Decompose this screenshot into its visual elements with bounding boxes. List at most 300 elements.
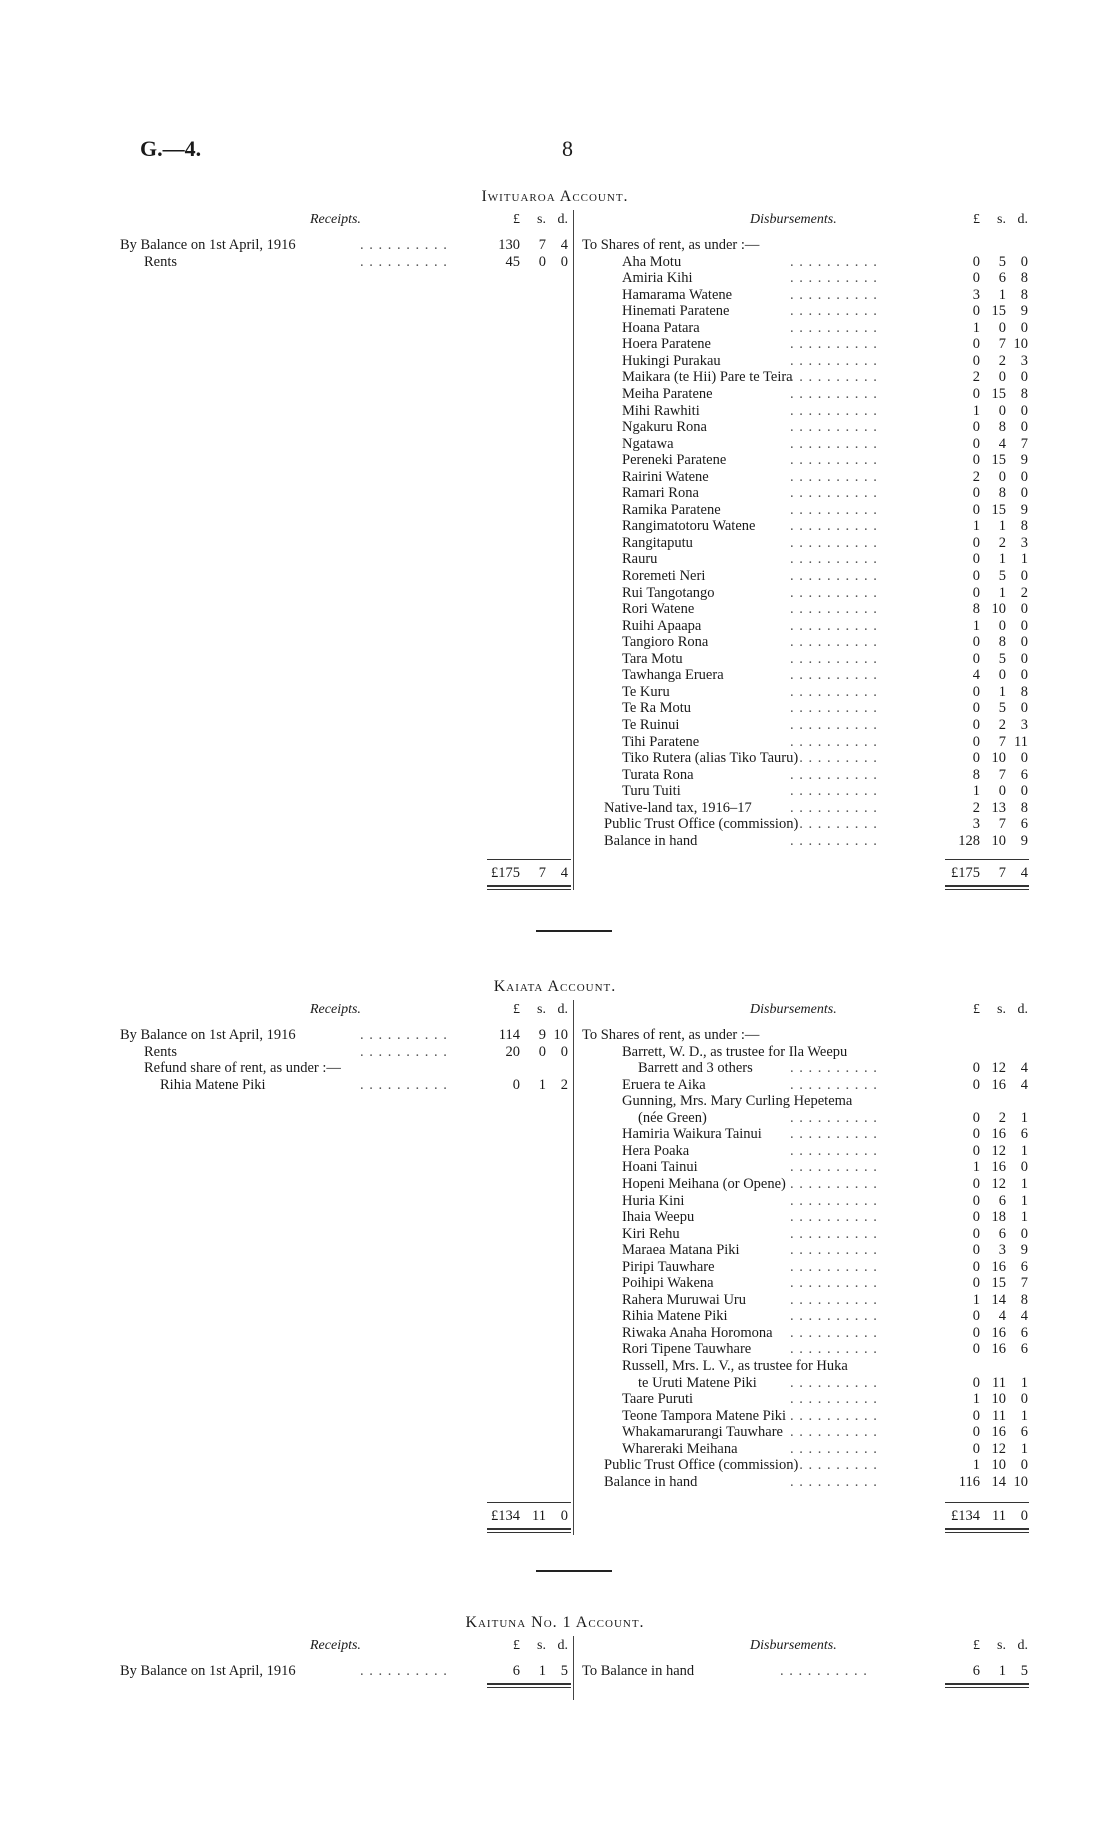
- currency-head-l: £: [513, 1638, 520, 1653]
- disbursement-amount: [950, 1176, 1028, 1193]
- amount-shillings: 10: [991, 1457, 1006, 1474]
- leader-dots: . . . . . . . . . .: [790, 303, 878, 320]
- amount-shillings: 15: [991, 1275, 1006, 1292]
- disbursement-amount: [950, 1408, 1028, 1425]
- amount-pounds: 0: [972, 485, 980, 502]
- disbursements-heading: Disbursements.: [750, 212, 837, 227]
- receipt-entry: Refund share of rent, as under :—: [144, 1060, 341, 1077]
- disbursements-currency-heads: [950, 212, 1028, 229]
- currency-head-d: d.: [1017, 1638, 1028, 1653]
- receipts-currency-heads: [490, 1002, 568, 1019]
- amount-pounds: 1: [972, 617, 980, 634]
- amount-shillings: 10: [991, 750, 1006, 767]
- receipts-total: [490, 1508, 568, 1525]
- amount-shillings: 16: [991, 1324, 1006, 1341]
- leader-dots: . . . . . . . . . .: [790, 551, 878, 568]
- disbursement-entry: To Shares of rent, as under :—: [582, 237, 760, 253]
- amount-shillings: 7: [998, 865, 1006, 881]
- amount-pence: 1: [1020, 1407, 1028, 1424]
- amount-pence: 8: [1020, 518, 1028, 535]
- account-title: Iwituaroa Account.: [481, 188, 629, 205]
- disbursement-amount: [950, 750, 1028, 767]
- receipts-heading: Receipts.: [310, 1002, 361, 1017]
- disbursement-amount: [950, 1110, 1028, 1127]
- disbursement-amount: [950, 783, 1028, 800]
- amount-pence: 0: [1020, 253, 1028, 270]
- disbursements-total: [950, 865, 1028, 882]
- disbursement-amount: [950, 1159, 1028, 1176]
- amount-shillings: 1: [998, 1663, 1006, 1679]
- disbursement-entry: Barrett, W. D., as trustee for Ila Weepu: [622, 1043, 848, 1060]
- disbursement-amount: [950, 287, 1028, 304]
- amount-pence: 0: [1020, 1457, 1028, 1474]
- amount-pounds: 0: [972, 750, 980, 767]
- disbursement-entry: Hinemati Paratene: [622, 303, 730, 320]
- disbursement-entry: Riwaka Anaha Horomona: [622, 1324, 773, 1341]
- leader-dots: . . . . . . . . . .: [790, 419, 878, 436]
- amount-pounds: 0: [972, 452, 980, 469]
- disbursement-amount: [950, 1143, 1028, 1160]
- disbursement-amount: [950, 1308, 1028, 1325]
- amount-pounds: 0: [972, 1109, 980, 1126]
- disbursement-entry: Rahera Muruwai Uru: [622, 1291, 747, 1308]
- amount-pounds: 1: [972, 1291, 980, 1308]
- amount-shillings: 2: [998, 1109, 1006, 1126]
- receipt-entry: Rihia Matene Piki: [160, 1076, 266, 1093]
- amount-pence: 0: [1020, 485, 1028, 502]
- amount-pounds: 0: [972, 1142, 980, 1159]
- leader-dots: . . . . . . . . . .: [790, 617, 878, 634]
- amount-shillings: 2: [998, 534, 1006, 551]
- amount-shillings: 1: [998, 518, 1006, 535]
- amount-pounds: 1: [972, 1159, 980, 1176]
- amount-pounds: 0: [972, 1225, 980, 1242]
- disbursement-entry: Rauru: [622, 551, 658, 568]
- amount-pounds: 0: [972, 435, 980, 452]
- leader-dots: . . . . . . . . . .: [360, 1043, 448, 1060]
- leader-dots: . . . . . . . . . .: [790, 1407, 878, 1424]
- leader-dots: . . . . . . . . . .: [790, 683, 878, 700]
- amount-pence: 3: [1020, 716, 1028, 733]
- amount-pence: 4: [560, 865, 568, 881]
- leader-dots: . . . . . . . . . .: [790, 1175, 878, 1192]
- leader-dots: . . . . . . . . . .: [360, 253, 448, 270]
- amount-shillings: 0: [538, 1043, 546, 1060]
- amount-shillings: 0: [538, 253, 546, 270]
- amount-shillings: 10: [991, 832, 1006, 849]
- disbursement-amount: [950, 1441, 1028, 1458]
- leader-dots: . . . . . . . . . .: [790, 1374, 878, 1391]
- amount-pounds: 0: [972, 1374, 980, 1391]
- currency-head-l: £: [973, 212, 980, 227]
- amount-pounds: 0: [972, 716, 980, 733]
- amount-pounds: 45: [505, 253, 520, 270]
- amount-pounds: 0: [972, 584, 980, 601]
- disbursement-entry: Amiria Kihi: [622, 270, 693, 287]
- disbursement-entry: Tara Motu: [622, 650, 683, 667]
- disbursement-amount: [950, 1077, 1028, 1094]
- disbursement-entry: Turu Tuiti: [622, 783, 681, 800]
- amount-pounds: 114: [498, 1027, 520, 1043]
- disbursement-amount: [950, 551, 1028, 568]
- currency-head-d: d.: [1017, 1002, 1028, 1017]
- leader-dots: . . . . . . . . . .: [790, 385, 878, 402]
- amount-pence: 2: [1020, 584, 1028, 601]
- leader-dots: . . . . . . . . . .: [790, 634, 878, 651]
- disbursement-entry: Te Ra Motu: [622, 700, 692, 717]
- disbursement-amount: [950, 1209, 1028, 1226]
- amount-pence: 3: [1020, 352, 1028, 369]
- amount-pence: 10: [553, 1027, 568, 1043]
- leader-dots: . . . . . . . . . .: [790, 700, 878, 717]
- leader-dots: . . . . . . . . . .: [790, 270, 878, 287]
- disbursement-entry: Te Ruinui: [622, 716, 680, 733]
- disbursements-heading: Disbursements.: [750, 1002, 837, 1017]
- leader-dots: . . . . . . . . . .: [790, 468, 878, 485]
- currency-head-l: £: [513, 212, 520, 227]
- disbursement-entry: Gunning, Mrs. Mary Curling Hepetema: [622, 1093, 853, 1110]
- disbursement-entry: Whakamarurangi Tauwhare: [622, 1424, 783, 1441]
- receipts-currency-heads: [490, 1638, 568, 1655]
- receipt-amount: [490, 1077, 568, 1094]
- amount-pounds: 1: [972, 319, 980, 336]
- leader-dots: . . . . . . . . . .: [790, 485, 878, 502]
- leader-dots: . . . . . . . . . .: [790, 1291, 878, 1308]
- amount-pounds: 0: [972, 534, 980, 551]
- disbursement-amount: [950, 254, 1028, 271]
- disbursement-amount: [950, 833, 1028, 850]
- leader-dots: . . . . . . . . . .: [790, 452, 878, 469]
- amount-pounds: 1: [972, 783, 980, 800]
- amount-pounds: 0: [972, 303, 980, 320]
- amount-pounds: 0: [972, 253, 980, 270]
- amount-pence: 0: [1020, 650, 1028, 667]
- amount-shillings: 10: [991, 601, 1006, 618]
- leader-dots: . . . . . . . . . .: [790, 750, 878, 767]
- receipt-amount: [490, 254, 568, 271]
- disbursements-total: [950, 1508, 1028, 1525]
- leader-dots: . . . . . . . . . .: [790, 253, 878, 270]
- disbursement-entry: Rui Tangotango: [622, 584, 715, 601]
- amount-pence: 0: [1020, 617, 1028, 634]
- amount-shillings: 12: [991, 1060, 1006, 1077]
- amount-shillings: 6: [998, 1225, 1006, 1242]
- amount-pence: 0: [1020, 369, 1028, 386]
- total-double-rule: [945, 885, 1029, 887]
- disbursement-amount: [950, 469, 1028, 486]
- disbursement-entry: Teone Tampora Matene Piki: [622, 1407, 787, 1424]
- leader-dots: . . . . . . . . . .: [360, 1663, 448, 1679]
- amount-shillings: 8: [998, 634, 1006, 651]
- amount-pence: 0: [1020, 750, 1028, 767]
- amount-pounds: 130: [498, 237, 520, 253]
- amount-shillings: 14: [991, 1291, 1006, 1308]
- amount-pence: 5: [1020, 1663, 1028, 1679]
- amount-pence: 4: [1020, 1076, 1028, 1093]
- currency-head-s: s.: [537, 1638, 546, 1653]
- disbursement-entry: Hamiria Waikura Tainui: [622, 1126, 762, 1143]
- amount-pence: 11: [1014, 733, 1028, 750]
- amount-shillings: 5: [998, 700, 1006, 717]
- disbursements-heading: Disbursements.: [750, 1638, 837, 1653]
- currency-head-l: £: [973, 1002, 980, 1017]
- amount-shillings: 0: [998, 468, 1006, 485]
- amount-pence: 0: [1020, 319, 1028, 336]
- amount-pounds: £175: [951, 865, 980, 881]
- total-double-rule: [487, 885, 571, 887]
- leader-dots: . . . . . . . . . .: [790, 402, 878, 419]
- amount-shillings: 11: [992, 1407, 1006, 1424]
- amount-shillings: 12: [991, 1175, 1006, 1192]
- amount-pounds: 0: [972, 1192, 980, 1209]
- amount-shillings: 18: [991, 1209, 1006, 1226]
- leader-dots: . . . . . . . . . .: [790, 352, 878, 369]
- amount-pounds: £134: [951, 1508, 980, 1524]
- disbursements-currency-heads: [950, 1638, 1028, 1655]
- amount-pence: 0: [1020, 1159, 1028, 1176]
- amount-pence: 10: [1013, 336, 1028, 353]
- leader-dots: . . . . . . . . . .: [790, 1324, 878, 1341]
- leader-dots: . . . . . . . . . .: [790, 1308, 878, 1325]
- disbursement-amount: [950, 270, 1028, 287]
- disbursement-entry: Maraea Matana Piki: [622, 1242, 740, 1259]
- amount-shillings: 0: [998, 369, 1006, 386]
- receipts-heading: Receipts.: [310, 212, 361, 227]
- disbursement-entry: Tihi Paratene: [622, 733, 700, 750]
- amount-pence: 1: [1020, 1142, 1028, 1159]
- amount-pounds: 8: [972, 601, 980, 618]
- disbursement-amount: [950, 734, 1028, 751]
- amount-pounds: 0: [972, 1308, 980, 1325]
- leader-dots: . . . . . . . . . .: [790, 1457, 878, 1474]
- amount-shillings: 0: [998, 402, 1006, 419]
- amount-pounds: 1: [972, 518, 980, 535]
- leader-dots: . . . . . . . . . .: [790, 1192, 878, 1209]
- amount-pounds: 0: [972, 1407, 980, 1424]
- disbursement-amount: [950, 651, 1028, 668]
- leader-dots: . . . . . . . . . .: [790, 1440, 878, 1457]
- disbursement-entry: Balance in hand: [604, 832, 698, 849]
- leader-dots: . . . . . . . . . .: [790, 1341, 878, 1358]
- amount-pounds: 0: [972, 634, 980, 651]
- amount-pounds: 0: [972, 683, 980, 700]
- disbursement-entry: Hamarama Watene: [622, 286, 733, 303]
- amount-shillings: 4: [998, 1308, 1006, 1325]
- currency-head-s: s.: [997, 1002, 1006, 1017]
- disbursement-entry: Public Trust Office (commission): [604, 1457, 799, 1474]
- currency-head-l: £: [973, 1638, 980, 1653]
- leader-dots: . . . . . . . . . .: [790, 1076, 878, 1093]
- leader-dots: . . . . . . . . . .: [790, 518, 878, 535]
- amount-shillings: 16: [991, 1424, 1006, 1441]
- disbursement-entry: Taare Puruti: [622, 1391, 694, 1408]
- amount-pence: 0: [1020, 1225, 1028, 1242]
- leader-dots: . . . . . . . . . .: [790, 1159, 878, 1176]
- disbursement-amount: [950, 1474, 1028, 1491]
- report-reference: G.—4.: [140, 136, 202, 161]
- leader-dots: . . . . . . . . . .: [790, 1126, 878, 1143]
- amount-pounds: 3: [972, 816, 980, 833]
- column-divider: [573, 1000, 574, 1535]
- amount-pounds: 0: [972, 501, 980, 518]
- leader-dots: . . . . . . . . . .: [790, 832, 878, 849]
- amount-pence: 0: [1020, 1508, 1028, 1524]
- amount-pounds: 0: [512, 1076, 520, 1093]
- disbursement-amount: [950, 485, 1028, 502]
- amount-shillings: 7: [998, 733, 1006, 750]
- amount-pence: 6: [1020, 816, 1028, 833]
- disbursement-amount: [950, 303, 1028, 320]
- disbursement-entry: Hoani Tainui: [622, 1159, 698, 1176]
- total-double-rule: [945, 889, 1029, 890]
- amount-pence: 2: [560, 1076, 568, 1093]
- amount-shillings: 15: [991, 501, 1006, 518]
- disbursement-amount: [950, 419, 1028, 436]
- amount-pence: 0: [1020, 402, 1028, 419]
- amount-pence: 6: [1020, 1126, 1028, 1143]
- amount-pounds: 0: [972, 1341, 980, 1358]
- leader-dots: . . . . . . . . . .: [790, 1275, 878, 1292]
- disbursement-entry: Piripi Tauwhare: [622, 1258, 715, 1275]
- amount-pounds: 8: [972, 766, 980, 783]
- leader-dots: . . . . . . . . . .: [790, 816, 878, 833]
- disbursement-entry: Tawhanga Eruera: [622, 667, 724, 684]
- receipt-entry: By Balance on 1st April, 1916: [120, 237, 296, 253]
- amount-pounds: 1: [972, 1391, 980, 1408]
- leader-dots: . . . . . . . . . .: [790, 568, 878, 584]
- disbursement-amount: [950, 502, 1028, 519]
- disbursement-amount: [950, 403, 1028, 420]
- disbursement-amount: [950, 353, 1028, 370]
- amount-pence: 0: [1020, 419, 1028, 436]
- amount-pounds: 0: [972, 1126, 980, 1143]
- receipt-amount: [490, 237, 568, 254]
- receipts-total: [490, 865, 568, 882]
- amount-pounds: 116: [958, 1473, 980, 1490]
- leader-dots: . . . . . . . . . .: [790, 1209, 878, 1226]
- amount-pounds: 0: [972, 1242, 980, 1259]
- amount-shillings: 2: [998, 352, 1006, 369]
- column-divider: [573, 1636, 574, 1700]
- amount-pence: 8: [1020, 799, 1028, 816]
- amount-shillings: 8: [998, 419, 1006, 436]
- currency-head-d: d.: [557, 1002, 568, 1017]
- disbursement-entry: Turata Rona: [622, 766, 694, 783]
- amount-pounds: 20: [505, 1043, 520, 1060]
- leader-dots: . . . . . . . . . .: [790, 584, 878, 601]
- amount-pence: 6: [1020, 1324, 1028, 1341]
- total-double-rule: [487, 1687, 571, 1688]
- disbursement-entry: Balance in hand: [604, 1473, 698, 1490]
- amount-pence: 8: [1020, 270, 1028, 287]
- total-double-rule: [945, 1687, 1029, 1688]
- currency-head-s: s.: [537, 212, 546, 227]
- amount-pence: 6: [1020, 1424, 1028, 1441]
- disbursement-entry: Kiri Rehu: [622, 1225, 680, 1242]
- amount-pounds: 0: [972, 352, 980, 369]
- amount-pence: 0: [1020, 667, 1028, 684]
- amount-pence: 5: [560, 1663, 568, 1679]
- amount-shillings: 7: [998, 336, 1006, 353]
- leader-dots: . . . . . . . . . .: [790, 286, 878, 303]
- disbursement-entry: Ngakuru Rona: [622, 419, 707, 436]
- amount-pence: 0: [560, 1043, 568, 1060]
- amount-pounds: 2: [972, 369, 980, 386]
- amount-pence: 8: [1020, 1291, 1028, 1308]
- total-double-rule: [945, 1528, 1029, 1530]
- amount-pounds: 0: [972, 385, 980, 402]
- disbursement-entry: Maikara (te Hii) Pare te Teira: [622, 369, 793, 386]
- disbursement-amount: [950, 717, 1028, 734]
- amount-pence: 0: [1020, 468, 1028, 485]
- amount-shillings: 13: [991, 799, 1006, 816]
- total-double-rule: [487, 889, 571, 890]
- currency-head-s: s.: [997, 212, 1006, 227]
- leader-dots: . . . . . . . . . .: [790, 1225, 878, 1242]
- disbursement-entry: te Uruti Matene Piki: [638, 1374, 757, 1391]
- amount-shillings: 16: [991, 1341, 1006, 1358]
- amount-shillings: 7: [538, 237, 546, 253]
- receipt-amount: [490, 1027, 568, 1044]
- section-separator: [536, 930, 612, 932]
- disbursement-amount: [950, 667, 1028, 684]
- amount-shillings: 6: [998, 1192, 1006, 1209]
- disbursement-amount: [950, 1126, 1028, 1143]
- amount-shillings: 1: [538, 1076, 546, 1093]
- amount-pence: 4: [1020, 1060, 1028, 1077]
- amount-shillings: 11: [992, 1508, 1006, 1524]
- leader-dots: . . . . . . . . . .: [780, 1663, 868, 1679]
- amount-pence: 0: [560, 253, 568, 270]
- amount-pounds: 0: [972, 336, 980, 353]
- disbursement-entry: To Shares of rent, as under :—: [582, 1027, 760, 1043]
- disbursement-entry: Poihipi Wakena: [622, 1275, 714, 1292]
- amount-shillings: 9: [538, 1027, 546, 1043]
- currency-head-d: d.: [1017, 212, 1028, 227]
- amount-shillings: 7: [998, 816, 1006, 833]
- amount-pence: 4: [560, 237, 568, 253]
- amount-pence: 9: [1020, 501, 1028, 518]
- disbursement-amount: [950, 585, 1028, 602]
- amount-pence: 10: [1013, 1473, 1028, 1490]
- amount-shillings: 2: [998, 716, 1006, 733]
- amount-shillings: 3: [998, 1242, 1006, 1259]
- amount-shillings: 10: [991, 1391, 1006, 1408]
- amount-pence: 6: [1020, 766, 1028, 783]
- leader-dots: . . . . . . . . . .: [790, 799, 878, 816]
- amount-pence: 0: [1020, 568, 1028, 584]
- amount-shillings: 15: [991, 303, 1006, 320]
- disbursement-entry: Mihi Rawhiti: [622, 402, 700, 419]
- disbursement-entry: Aha Motu: [622, 253, 682, 270]
- amount-pounds: 0: [972, 1440, 980, 1457]
- amount-pence: 9: [1020, 452, 1028, 469]
- disbursement-entry: Rangimatotoru Watene: [622, 518, 756, 535]
- disbursement-amount: [950, 320, 1028, 337]
- disbursement-amount: [950, 1242, 1028, 1259]
- receipt-entry: Rents: [144, 253, 178, 270]
- disbursement-entry: Meiha Paratene: [622, 385, 713, 402]
- amount-shillings: 1: [538, 1663, 546, 1679]
- amount-pence: 1: [1020, 1109, 1028, 1126]
- disbursement-entry: Hoana Patara: [622, 319, 700, 336]
- subtotal-rule: [945, 859, 1029, 860]
- disbursement-entry: Roremeti Neri: [622, 568, 706, 584]
- receipt-amount: [490, 1044, 568, 1061]
- amount-pounds: £175: [491, 865, 520, 881]
- disbursement-entry: Whareraki Meihana: [622, 1440, 738, 1457]
- amount-pence: 7: [1020, 435, 1028, 452]
